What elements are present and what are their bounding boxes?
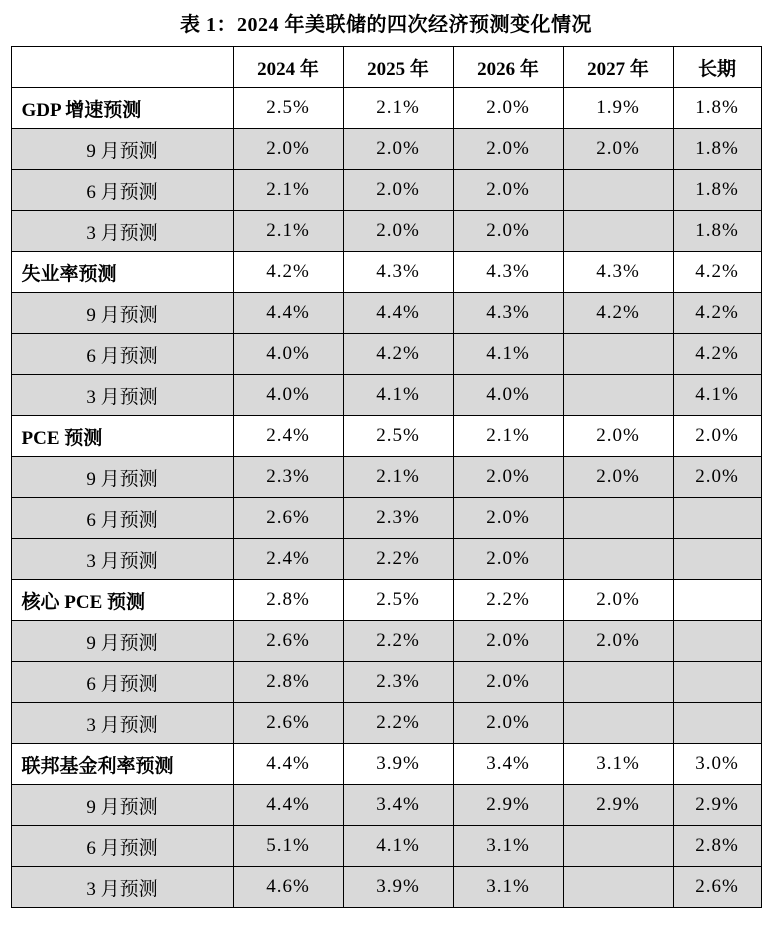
row-group-label: 联邦基金利率预测 xyxy=(11,744,233,785)
cell-value: 3.9% xyxy=(343,867,453,908)
row-label: 9 月预测 xyxy=(11,129,233,170)
cell-value: 2.6% xyxy=(233,703,343,744)
cell-value: 2.5% xyxy=(343,416,453,457)
table-row xyxy=(11,580,761,621)
cell-value: 2.2% xyxy=(343,539,453,580)
table-row xyxy=(11,293,761,334)
column-header-1: 2024 年 xyxy=(233,47,343,88)
table-row xyxy=(11,498,761,539)
cell-value: 2.0% xyxy=(453,170,563,211)
cell-value: 1.8% xyxy=(673,211,761,252)
cell-value: 2.0% xyxy=(453,621,563,662)
cell-value: 4.3% xyxy=(453,293,563,334)
cell-value xyxy=(563,211,673,252)
cell-value: 2.4% xyxy=(233,539,343,580)
cell-value xyxy=(563,375,673,416)
table-row xyxy=(11,416,761,457)
cell-value: 2.0% xyxy=(343,170,453,211)
cell-value: 5.1% xyxy=(233,826,343,867)
cell-value: 1.9% xyxy=(563,88,673,129)
cell-value: 3.4% xyxy=(343,785,453,826)
cell-value: 1.8% xyxy=(673,170,761,211)
cell-value: 2.1% xyxy=(233,211,343,252)
row-label: 3 月预测 xyxy=(11,375,233,416)
cell-value xyxy=(563,662,673,703)
row-label: 6 月预测 xyxy=(11,498,233,539)
cell-value xyxy=(673,703,761,744)
table-row xyxy=(11,621,761,662)
cell-value xyxy=(673,498,761,539)
cell-value: 2.8% xyxy=(233,580,343,621)
table-row xyxy=(11,867,761,908)
cell-value: 3.4% xyxy=(453,744,563,785)
cell-value: 2.0% xyxy=(453,539,563,580)
column-header-2: 2025 年 xyxy=(343,47,453,88)
cell-value: 2.0% xyxy=(563,129,673,170)
cell-value: 2.2% xyxy=(453,580,563,621)
cell-value xyxy=(673,621,761,662)
cell-value: 2.0% xyxy=(343,211,453,252)
cell-value: 2.1% xyxy=(453,416,563,457)
cell-value: 4.1% xyxy=(343,826,453,867)
cell-value: 4.3% xyxy=(563,252,673,293)
cell-value: 4.2% xyxy=(233,252,343,293)
column-header-0 xyxy=(11,47,233,88)
table-header xyxy=(11,47,761,88)
cell-value: 1.8% xyxy=(673,88,761,129)
cell-value: 4.4% xyxy=(233,785,343,826)
row-group-label: 核心 PCE 预测 xyxy=(11,580,233,621)
table-row xyxy=(11,662,761,703)
cell-value xyxy=(673,662,761,703)
row-label: 3 月预测 xyxy=(11,867,233,908)
cell-value: 2.9% xyxy=(563,785,673,826)
cell-value: 2.0% xyxy=(453,703,563,744)
cell-value: 2.4% xyxy=(233,416,343,457)
table-row xyxy=(11,826,761,867)
cell-value: 4.2% xyxy=(673,252,761,293)
table-row xyxy=(11,170,761,211)
cell-value: 2.1% xyxy=(233,170,343,211)
cell-value: 3.1% xyxy=(453,867,563,908)
row-label: 3 月预测 xyxy=(11,703,233,744)
cell-value xyxy=(673,539,761,580)
cell-value: 2.2% xyxy=(343,621,453,662)
header-row xyxy=(11,47,761,88)
table-row xyxy=(11,375,761,416)
table-row xyxy=(11,703,761,744)
cell-value: 2.6% xyxy=(233,498,343,539)
cell-value: 4.2% xyxy=(673,293,761,334)
cell-value xyxy=(563,867,673,908)
cell-value: 2.0% xyxy=(453,498,563,539)
column-header-5: 长期 xyxy=(673,47,761,88)
table-row xyxy=(11,785,761,826)
row-group-label: GDP 增速预测 xyxy=(11,88,233,129)
cell-value: 2.6% xyxy=(233,621,343,662)
cell-value: 2.0% xyxy=(673,416,761,457)
cell-value: 2.0% xyxy=(343,129,453,170)
cell-value: 2.0% xyxy=(563,580,673,621)
row-label: 3 月预测 xyxy=(11,211,233,252)
cell-value xyxy=(563,703,673,744)
cell-value: 4.6% xyxy=(233,867,343,908)
cell-value: 2.3% xyxy=(343,662,453,703)
cell-value xyxy=(563,826,673,867)
cell-value: 2.1% xyxy=(343,88,453,129)
cell-value: 2.0% xyxy=(233,129,343,170)
row-label: 9 月预测 xyxy=(11,785,233,826)
cell-value: 4.1% xyxy=(453,334,563,375)
row-group-label: PCE 预测 xyxy=(11,416,233,457)
page-title: 表 1：2024 年美联储的四次经济预测变化情况 xyxy=(180,14,592,36)
cell-value: 4.0% xyxy=(233,334,343,375)
cell-value: 4.4% xyxy=(233,293,343,334)
cell-value: 3.9% xyxy=(343,744,453,785)
table-row xyxy=(11,211,761,252)
cell-value: 4.0% xyxy=(233,375,343,416)
cell-value: 2.0% xyxy=(453,211,563,252)
cell-value: 4.4% xyxy=(233,744,343,785)
column-header-3: 2026 年 xyxy=(453,47,563,88)
cell-value: 2.8% xyxy=(673,826,761,867)
row-label: 9 月预测 xyxy=(11,293,233,334)
cell-value: 4.2% xyxy=(673,334,761,375)
table-row xyxy=(11,252,761,293)
cell-value xyxy=(563,539,673,580)
cell-value: 2.9% xyxy=(453,785,563,826)
table-body xyxy=(11,88,761,908)
cell-value: 2.5% xyxy=(343,580,453,621)
row-label: 6 月预测 xyxy=(11,662,233,703)
cell-value: 2.3% xyxy=(233,457,343,498)
fed-projections-table xyxy=(11,46,762,908)
table-row xyxy=(11,457,761,498)
cell-value: 4.2% xyxy=(563,293,673,334)
cell-value: 2.0% xyxy=(453,662,563,703)
cell-value: 2.0% xyxy=(453,129,563,170)
cell-value: 2.0% xyxy=(673,457,761,498)
row-label: 9 月预测 xyxy=(11,457,233,498)
cell-value xyxy=(563,170,673,211)
cell-value: 4.1% xyxy=(673,375,761,416)
cell-value: 2.3% xyxy=(343,498,453,539)
cell-value: 2.2% xyxy=(343,703,453,744)
cell-value: 2.0% xyxy=(563,416,673,457)
row-label: 6 月预测 xyxy=(11,826,233,867)
table-row xyxy=(11,744,761,785)
row-group-label: 失业率预测 xyxy=(11,252,233,293)
row-label: 6 月预测 xyxy=(11,334,233,375)
cell-value: 2.9% xyxy=(673,785,761,826)
cell-value: 2.0% xyxy=(563,457,673,498)
cell-value: 2.0% xyxy=(563,621,673,662)
cell-value: 1.8% xyxy=(673,129,761,170)
cell-value: 3.0% xyxy=(673,744,761,785)
cell-value: 3.1% xyxy=(453,826,563,867)
table-row xyxy=(11,334,761,375)
cell-value: 4.3% xyxy=(343,252,453,293)
cell-value: 2.0% xyxy=(453,457,563,498)
cell-value: 4.3% xyxy=(453,252,563,293)
table-row xyxy=(11,539,761,580)
cell-value: 4.4% xyxy=(343,293,453,334)
cell-value: 2.1% xyxy=(343,457,453,498)
cell-value: 3.1% xyxy=(563,744,673,785)
cell-value: 4.0% xyxy=(453,375,563,416)
cell-value: 2.8% xyxy=(233,662,343,703)
cell-value: 2.6% xyxy=(673,867,761,908)
cell-value: 2.5% xyxy=(233,88,343,129)
row-label: 3 月预测 xyxy=(11,539,233,580)
row-label: 6 月预测 xyxy=(11,170,233,211)
table-row xyxy=(11,88,761,129)
cell-value xyxy=(563,334,673,375)
row-label: 9 月预测 xyxy=(11,621,233,662)
cell-value: 4.2% xyxy=(343,334,453,375)
cell-value: 2.0% xyxy=(453,88,563,129)
column-header-4: 2027 年 xyxy=(563,47,673,88)
table-row xyxy=(11,129,761,170)
cell-value xyxy=(563,498,673,539)
cell-value xyxy=(673,580,761,621)
cell-value: 4.1% xyxy=(343,375,453,416)
